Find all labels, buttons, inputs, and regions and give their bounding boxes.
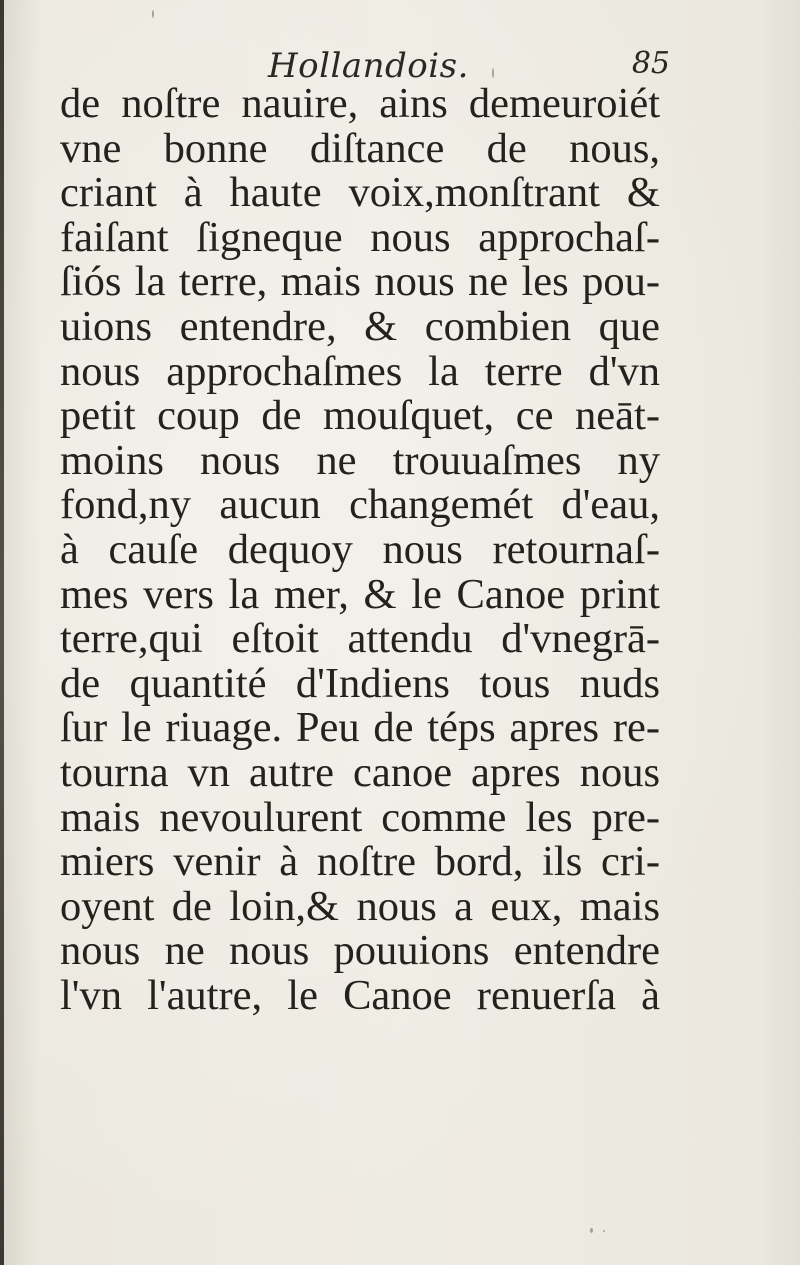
running-title: Hollandois. [268, 46, 469, 86]
text-line: tourna vn autre canoe apres nous [60, 750, 660, 796]
text-line: l'vn l'autre, le Canoe renuerſa à [60, 973, 660, 1019]
text-line: oyent de loin,& nous a eux, mais [60, 884, 660, 930]
page-gutter [0, 0, 4, 1265]
text-line: faiſant ſigneque nous approchaſ- [60, 215, 660, 261]
text-line: de noſtre nauire, ains demeuroiét [60, 82, 660, 127]
page-number: 85 [631, 46, 670, 81]
text-line: miers venir à noſtre bord, ils cri- [60, 840, 660, 885]
paper-speck [492, 68, 494, 78]
text-line: moins nous ne trouuaſmes ny [60, 438, 660, 484]
text-line: de quantité d'Indiens tous nuds [60, 661, 660, 707]
text-line: terre,qui eſtoit attendu d'vnegrā- [60, 617, 660, 662]
text-line: nous approchaſmes la terre d'vn [60, 349, 660, 395]
text-line: à cauſe dequoy nous retournaſ- [60, 527, 660, 573]
text-line: criant à haute voix,monſtrant & [60, 171, 660, 216]
paper-speck [152, 10, 154, 18]
text-line: uions entendre, & combien que [60, 304, 660, 350]
paper-speck [590, 1228, 593, 1233]
text-line: ſiós la terre, mais nous ne les pou- [60, 260, 660, 305]
text-line: ſur le riuage. Peu de téps apres re- [60, 706, 660, 751]
text-line: nous ne nous pouuions entendre [60, 929, 660, 974]
text-line: mes vers la mer, & le Canoe print [60, 572, 660, 618]
paper-speck [603, 1230, 605, 1232]
body-text [60, 82, 660, 1018]
text-line: vne bonne diſtance de nous, [60, 126, 660, 172]
text-line: mais nevoulurent comme les pre- [60, 795, 660, 841]
text-line: petit coup de mouſquet, ce neāt- [60, 394, 660, 439]
text-line: fond,ny aucun changemét d'eau, [60, 483, 660, 528]
